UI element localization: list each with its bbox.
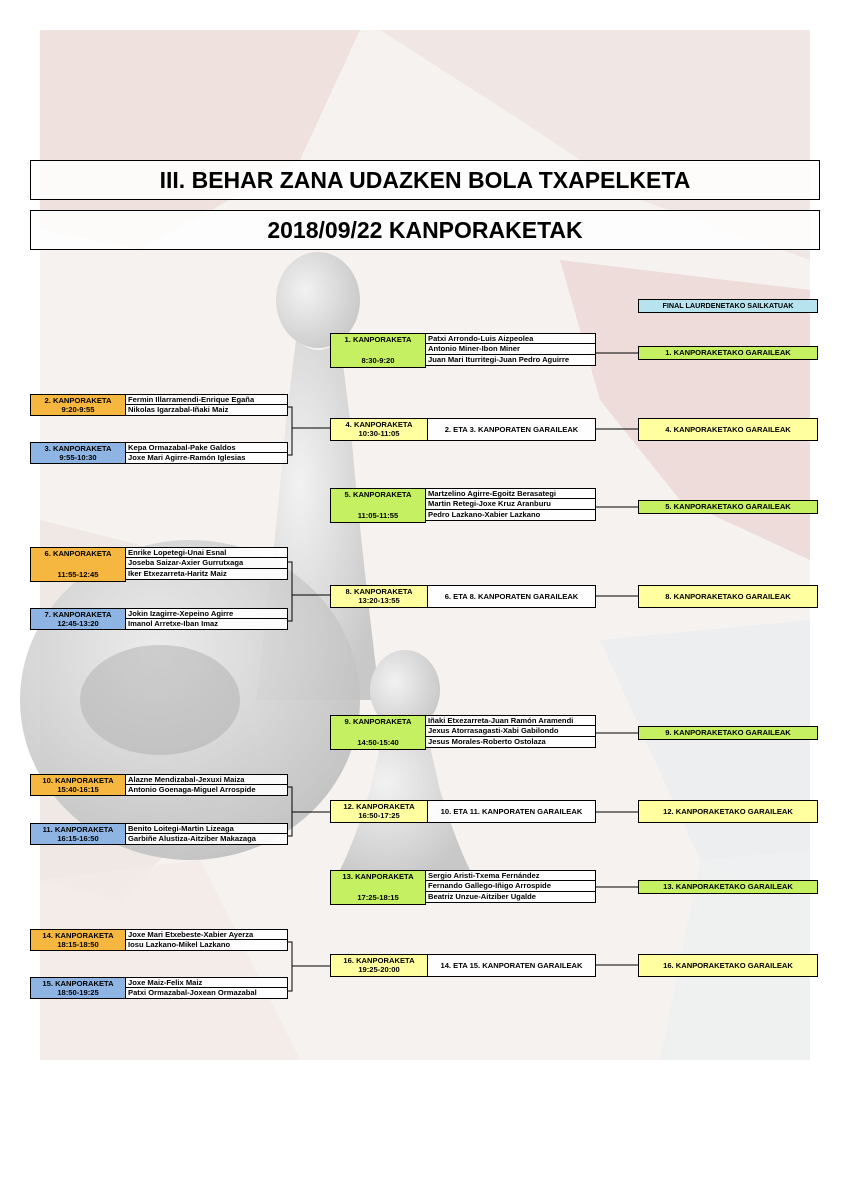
match-3-time: 9:55-10:30 [59,453,97,462]
match-7-time: 12:45-13:20 [57,619,99,628]
winner-13: 13. KANPORAKETAKO GARAILEAK [638,880,818,894]
match-10-player: Alazne Mendizabal-Jexuxi Maiza [126,774,288,785]
match-8-time: 13:20-13:55 [358,596,400,605]
match-1-player: Juan Mari Iturritegi-Juan Pedro Aguirre [426,355,596,366]
match-13-title: 13. KANPORAKETA [342,872,414,881]
match-14-player: Joxe Mari Etxebeste-Xabier Ayerza [126,929,288,940]
match-16-label [330,954,428,977]
match-4-time: 10:30-11:05 [358,429,400,438]
match-10-label [30,774,126,796]
match-6-title: 6. KANPORAKETA [44,549,112,558]
match-8-label [330,585,428,608]
match-9-player: Iñaki Etxezarreta-Juan Ramón Aramendi [426,715,596,726]
match-5-player: Martin Retegi-Joxe Kruz Aranburu [426,499,596,510]
match-2-label [30,394,126,416]
winner-5: 5. KANPORAKETAKO GARAILEAK [638,500,818,514]
match-2-time: 9:20-9:55 [61,405,95,414]
match-1-player: Antonio Miner-Ibon Miner [426,344,596,355]
match-1-time: 8:30-9:20 [361,356,395,365]
match-7 [30,608,288,630]
match-16-info: 14. ETA 15. KANPORATEN GARAILEAK [428,954,596,977]
match-15-label [30,977,126,999]
winner-8: 8. KANPORAKETAKO GARAILEAK [638,585,818,608]
match-2-player: Nikolas Igarzabal-Iñaki Maiz [126,405,288,416]
match-2 [30,394,288,416]
winner-9: 9. KANPORAKETAKO GARAILEAK [638,726,818,740]
match-12-label [330,800,428,823]
match-2-title: 2. KANPORAKETA [44,396,112,405]
match-15 [30,977,288,999]
match-7-label [30,608,126,630]
match-16-title: 16. KANPORAKETA [343,956,415,965]
match-13-player: Sergio Aristi-Txema Fernández [426,870,596,881]
match-5-title: 5. KANPORAKETA [344,490,412,499]
match-11-title: 11. KANPORAKETA [42,825,114,834]
match-1 [330,333,596,368]
match-5-time: 11:05-11:55 [357,511,399,520]
match-1-title: 1. KANPORAKETA [344,335,412,344]
match-3-label [30,442,126,464]
match-9-player: Jesus Morales-Roberto Ostolaza [426,737,596,748]
match-11-player: Garbiñe Alustiza-Aitziber Makazaga [126,834,288,845]
match-13-player: Fernando Gallego-Iñigo Arrospide [426,881,596,892]
match-1-player: Patxi Arrondo-Luis Aizpeolea [426,333,596,344]
match-12-time: 16:50-17:25 [358,811,400,820]
match-9-time: 14:50-15:40 [357,738,399,747]
match-6-player: Iker Etxezarreta-Haritz Maiz [126,569,288,580]
match-5-player: Pedro Lazkano-Xabier Lazkano [426,510,596,521]
match-7-player: Jokin Izagirre-Xepeino Agirre [126,608,288,619]
final-header: FINAL LAURDENETAKO SAILKATUAK [638,299,818,313]
match-15-title: 15. KANPORAKETA [42,979,114,988]
match-10-title: 10. KANPORAKETA [42,776,114,785]
match-16-time: 19:25-20:00 [358,965,400,974]
match-10 [30,774,288,796]
match-13-label [330,870,426,905]
match-14-title: 14. KANPORAKETA [42,931,114,940]
match-8-info: 6. ETA 8. KANPORATEN GARAILEAK [428,585,596,608]
winner-1: 1. KANPORAKETAKO GARAILEAK [638,346,818,360]
match-12 [330,800,428,823]
match-4 [330,418,428,441]
match-15-player: Joxe Maiz-Felix Maiz [126,977,288,988]
winner-16: 16. KANPORAKETAKO GARAILEAK [638,954,818,977]
match-6-label [30,547,126,582]
match-14-time: 18:15-18:50 [57,940,99,949]
match-16 [330,954,428,977]
winner-12: 12. KANPORAKETAKO GARAILEAK [638,800,818,823]
match-13-player: Beatriz Unzue-Aitziber Ugalde [426,892,596,903]
match-12-title: 12. KANPORAKETA [343,802,415,811]
match-3-player: Joxe Mari Agirre-Ramón Iglesias [126,453,288,464]
match-14-player: Iosu Lazkano-Mikel Lazkano [126,940,288,951]
match-14 [30,929,288,951]
match-9-title: 9. KANPORAKETA [344,717,412,726]
match-1-label [330,333,426,368]
match-11-label [30,823,126,845]
page-title: III. BEHAR ZANA UDAZKEN BOLA TXAPELKETA [30,160,820,200]
match-10-player: Antonio Goenaga-Miguel Arrospide [126,785,288,796]
match-2-player: Fermin Illarramendi-Enrique Egaña [126,394,288,405]
match-4-label [330,418,428,441]
match-14-label [30,929,126,951]
match-5-label [330,488,426,523]
match-4-title: 4. KANPORAKETA [345,420,413,429]
match-15-player: Patxi Ormazabal-Joxean Ormazabal [126,988,288,999]
match-11-time: 16:15-16:50 [57,834,99,843]
match-7-title: 7. KANPORAKETA [44,610,112,619]
match-11 [30,823,288,845]
match-8-title: 8. KANPORAKETA [345,587,413,596]
match-10-time: 15:40-16:15 [57,785,99,794]
match-13 [330,870,596,905]
match-3-title: 3. KANPORAKETA [44,444,112,453]
match-6-player: Joseba Saizar-Axier Gurrutxaga [126,558,288,569]
match-9 [330,715,596,750]
match-7-player: Imanol Arretxe-Iban Imaz [126,619,288,630]
match-4-info: 2. ETA 3. KANPORATEN GARAILEAK [428,418,596,441]
match-3 [30,442,288,464]
match-6-player: Enrike Lopetegi-Unai Esnal [126,547,288,558]
match-13-time: 17:25-18:15 [357,893,399,902]
match-15-time: 18:50-19:25 [57,988,99,997]
match-5-player: Martzelino Agirre-Egoitz Berasategi [426,488,596,499]
page-subtitle: 2018/09/22 KANPORAKETAK [30,210,820,250]
match-9-player: Jexus Atorrasagasti-Xabi Gabilondo [426,726,596,737]
match-6-time: 11:55-12:45 [57,570,99,579]
match-5 [330,488,596,523]
match-12-info: 10. ETA 11. KANPORATEN GARAILEAK [428,800,596,823]
match-6 [30,547,288,582]
winner-4: 4. KANPORAKETAKO GARAILEAK [638,418,818,441]
match-9-label [330,715,426,750]
match-3-player: Kepa Ormazabal-Pake Galdos [126,442,288,453]
match-8 [330,585,428,608]
match-11-player: Benito Loitegi-Martin Lizeaga [126,823,288,834]
